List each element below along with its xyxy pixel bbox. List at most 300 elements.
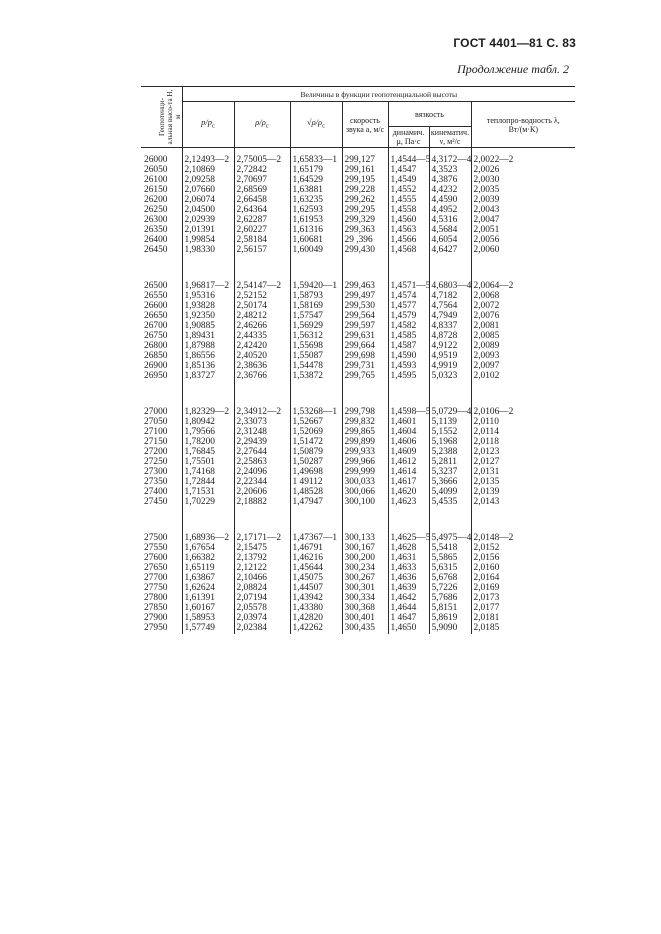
spacer-cell <box>388 508 429 528</box>
cell-value: 1,52667 <box>290 418 342 428</box>
cell-value: 2,0127 <box>471 458 575 468</box>
cell-value: 299,262 <box>342 196 388 206</box>
cell-value: 2,0035 <box>471 186 575 196</box>
cell-value: 5,2388 <box>429 448 471 458</box>
cell-value: 4,6803—4 <box>429 276 471 292</box>
cell-value: 1,4639 <box>388 584 429 594</box>
cell-value: 299,228 <box>342 186 388 196</box>
cell-value: 300,267 <box>342 574 388 584</box>
cell-value: 2,0131 <box>471 468 575 478</box>
cell-value: 299,564 <box>342 312 388 322</box>
cell-value: 2,17171—2 <box>234 528 290 544</box>
cell-value: 1,42262 <box>290 624 342 634</box>
spacer-cell <box>342 508 388 528</box>
cell-value: 4,9919 <box>429 362 471 372</box>
cell-value: 1,99854 <box>182 236 234 246</box>
cell-value: 2,34912—2 <box>234 402 290 418</box>
cell-value: 299,463 <box>342 276 388 292</box>
cell-value: 1,4577 <box>388 302 429 312</box>
cell-value: 5,7226 <box>429 584 471 594</box>
cell-value: 4,3876 <box>429 176 471 186</box>
cell-value: 2,72842 <box>234 166 290 176</box>
cell-value: 300,066 <box>342 488 388 498</box>
cell-value: 1,68936—2 <box>182 528 234 544</box>
cell-value: 1,4585 <box>388 332 429 342</box>
cell-value: 2,06074 <box>182 196 234 206</box>
cell-value: 2,0177 <box>471 604 575 614</box>
cell-value: 299,832 <box>342 418 388 428</box>
cell-value: 2,22344 <box>234 478 290 488</box>
cell-value: 2,0123 <box>471 448 575 458</box>
cell-height: 26350 <box>144 225 168 235</box>
cell-value: 299,731 <box>342 362 388 372</box>
cell-value: 2,40520 <box>234 352 290 362</box>
cell-value: 1,82329—2 <box>182 402 234 418</box>
cell-value: 2,29439 <box>234 438 290 448</box>
cell-value: 1,4631 <box>388 554 429 564</box>
cell-value: 2,48212 <box>234 312 290 322</box>
cell-value: 5,2811 <box>429 458 471 468</box>
header-density-ratio-label: ρ/ρ <box>255 117 266 128</box>
table-row <box>141 624 575 634</box>
table-continuation-label: Продолжение табл. 2 <box>457 62 569 76</box>
cell-value: 5,8619 <box>429 614 471 624</box>
cell-value: 1,50879 <box>290 448 342 458</box>
cell-height: 27550 <box>144 543 168 553</box>
cell-height: 26200 <box>144 195 168 205</box>
cell-value: 1,79566 <box>182 428 234 438</box>
cell-value: 1,51472 <box>290 438 342 448</box>
cell-value: 2,02384 <box>234 624 290 634</box>
header-group-title: Величины в функции геопотенциальной высоты <box>182 87 575 102</box>
cell-value: 1,4617 <box>388 478 429 488</box>
cell-value: 5,8151 <box>429 604 471 614</box>
cell-value: 1,4593 <box>388 362 429 372</box>
cell-value: 2,0169 <box>471 584 575 594</box>
spacer-cell <box>290 382 342 402</box>
cell-value: 1,4563 <box>388 226 429 236</box>
cell-value: 1,4604 <box>388 428 429 438</box>
cell-value: 2,0118 <box>471 438 575 448</box>
atmosphere-table <box>141 86 575 634</box>
cell-value: 4,4232 <box>429 186 471 196</box>
group-spacer <box>141 508 575 528</box>
cell-value: 5,5418 <box>429 544 471 554</box>
cell-value: 1,4571—5 <box>388 276 429 292</box>
cell-height: 26700 <box>144 321 168 331</box>
cell-value: 5,6315 <box>429 564 471 574</box>
cell-value: 299,497 <box>342 292 388 302</box>
cell-value: 1,83727 <box>182 372 234 382</box>
cell-value: 299,631 <box>342 332 388 342</box>
cell-value: 1,4544—5 <box>388 148 429 167</box>
spacer-cell <box>234 508 290 528</box>
cell-height: 26600 <box>144 301 168 311</box>
cell-height: 27150 <box>144 437 168 447</box>
cell-value: 5,4535 <box>429 498 471 508</box>
cell-value: 2,0139 <box>471 488 575 498</box>
cell-value: 2,44335 <box>234 332 290 342</box>
spacer-cell <box>141 508 182 528</box>
table-row <box>141 372 575 382</box>
cell-value: 4,7182 <box>429 292 471 302</box>
cell-height: 27500 <box>144 533 168 543</box>
spacer-cell <box>141 382 182 402</box>
cell-value: 2,15475 <box>234 544 290 554</box>
cell-value: 299,899 <box>342 438 388 448</box>
cell-value: 1,61316 <box>290 226 342 236</box>
cell-value: 1,47367—1 <box>290 528 342 544</box>
cell-value: 1,85136 <box>182 362 234 372</box>
cell-value: 2,0110 <box>471 418 575 428</box>
cell-value: 300,435 <box>342 624 388 634</box>
header-viscosity-group: вязкость <box>388 102 471 127</box>
table-row <box>141 402 575 418</box>
cell-value: 300,401 <box>342 614 388 624</box>
table-row <box>141 148 575 167</box>
header-sqrt-density-ratio-label: √ρ/ρ <box>306 117 323 128</box>
cell-value: 2,0152 <box>471 544 575 554</box>
cell-value: 1,56312 <box>290 332 342 342</box>
cell-value: 1,4609 <box>388 448 429 458</box>
spacer-cell <box>429 256 471 276</box>
cell-value: 1,4601 <box>388 418 429 428</box>
cell-value: 2,70697 <box>234 176 290 186</box>
cell-value: 2,0026 <box>471 166 575 176</box>
spacer-cell <box>471 508 575 528</box>
cell-value: 1,61391 <box>182 594 234 604</box>
cell-value: 1,42820 <box>290 614 342 624</box>
cell-value: 2,50174 <box>234 302 290 312</box>
group-spacer <box>141 382 575 402</box>
cell-value: 2,07660 <box>182 186 234 196</box>
cell-height: 27650 <box>144 563 168 573</box>
cell-value: 1,4587 <box>388 342 429 352</box>
cell-value: 5,6768 <box>429 574 471 584</box>
cell-value: 1,63867 <box>182 574 234 584</box>
cell-value: 1,95316 <box>182 292 234 302</box>
cell-value: 2,0173 <box>471 594 575 604</box>
cell-value: 1,61953 <box>290 216 342 226</box>
cell-value: 1 4647 <box>388 614 429 624</box>
cell-height: 27900 <box>144 613 168 623</box>
cell-value: 1,71531 <box>182 488 234 498</box>
cell-height: 26450 <box>144 245 168 255</box>
cell-value: 299,933 <box>342 448 388 458</box>
cell-height: 27750 <box>144 583 168 593</box>
table-row <box>141 276 575 292</box>
cell-value: 1,90885 <box>182 322 234 332</box>
cell-value: 1,53872 <box>290 372 342 382</box>
cell-value: 1,4595 <box>388 372 429 382</box>
cell-value: 1,4614 <box>388 468 429 478</box>
cell-value: 1,98330 <box>182 246 234 256</box>
cell-value: 5,9090 <box>429 624 471 634</box>
cell-value: 1,45644 <box>290 564 342 574</box>
cell-value: 2,04500 <box>182 206 234 216</box>
cell-value: 2,0056 <box>471 236 575 246</box>
spacer-cell <box>471 256 575 276</box>
cell-value: 1,47947 <box>290 498 342 508</box>
cell-value: 2,52152 <box>234 292 290 302</box>
cell-value: 2,09258 <box>182 176 234 186</box>
cell-height: 26100 <box>144 175 168 185</box>
cell-value: 1,65179 <box>290 166 342 176</box>
spacer-cell <box>429 508 471 528</box>
cell-value: 299,295 <box>342 206 388 216</box>
cell-value: 1,63881 <box>290 186 342 196</box>
cell-height: 26850 <box>144 351 168 361</box>
cell-value: 1,56929 <box>290 322 342 332</box>
cell-value: 4,5684 <box>429 226 471 236</box>
cell-value: 1,62624 <box>182 584 234 594</box>
cell-value: 2,12122 <box>234 564 290 574</box>
cell-value: 1,4547 <box>388 166 429 176</box>
header-density-ratio-sub: c <box>265 122 269 130</box>
cell-value: 29 ,396 <box>342 236 388 246</box>
cell-value: 1,93828 <box>182 302 234 312</box>
cell-height: 26300 <box>144 215 168 225</box>
header-kinematic-viscosity: кинематич. ν, м²/с <box>430 128 470 146</box>
cell-value: 2,0093 <box>471 352 575 362</box>
cell-value: 1,78200 <box>182 438 234 448</box>
cell-value: 1,72844 <box>182 478 234 488</box>
cell-value: 4,7949 <box>429 312 471 322</box>
cell-height: 27250 <box>144 457 168 467</box>
cell-height: 26500 <box>144 281 168 291</box>
cell-value: 2,0089 <box>471 342 575 352</box>
page-header: ГОСТ 4401—81 С. 83 <box>453 36 576 50</box>
cell-value: 2,0097 <box>471 362 575 372</box>
cell-value: 2,0022—2 <box>471 148 575 167</box>
cell-value: 5,7686 <box>429 594 471 604</box>
cell-value: 4,9122 <box>429 342 471 352</box>
cell-value: 1,65119 <box>182 564 234 574</box>
table-body <box>141 148 575 635</box>
cell-height: 26900 <box>144 361 168 371</box>
cell-height: 27800 <box>144 593 168 603</box>
cell-value: 1,59420—1 <box>290 276 342 292</box>
cell-value: 2,31248 <box>234 428 290 438</box>
spacer-cell <box>471 382 575 402</box>
cell-value: 5,1139 <box>429 418 471 428</box>
group-spacer <box>141 256 575 276</box>
cell-value: 1,44507 <box>290 584 342 594</box>
header-geopotential-height <box>141 87 182 148</box>
cell-height: 27300 <box>144 467 168 477</box>
spacer-cell <box>141 256 182 276</box>
cell-value: 2,20606 <box>234 488 290 498</box>
cell-value: 1,46216 <box>290 554 342 564</box>
cell-height: 27450 <box>144 497 168 507</box>
spacer-cell <box>342 256 388 276</box>
cell-value: 1,62593 <box>290 206 342 216</box>
spacer-cell <box>388 382 429 402</box>
cell-value: 2,0185 <box>471 624 575 634</box>
cell-height: 27350 <box>144 477 168 487</box>
cell-value: 1,4644 <box>388 604 429 614</box>
cell-value: 299,597 <box>342 322 388 332</box>
cell-value: 299,127 <box>342 148 388 167</box>
cell-value: 1,4555 <box>388 196 429 206</box>
header-pressure-ratio <box>182 102 234 148</box>
header-density-ratio <box>234 102 290 148</box>
cell-value: 5,3237 <box>429 468 471 478</box>
cell-value: 1,50287 <box>290 458 342 468</box>
cell-value: 2,02939 <box>182 216 234 226</box>
spacer-cell <box>182 256 234 276</box>
cell-value: 4,3523 <box>429 166 471 176</box>
cell-value: 1,86556 <box>182 352 234 362</box>
cell-value: 1,60167 <box>182 604 234 614</box>
cell-value: 4,4590 <box>429 196 471 206</box>
cell-value: 2,24096 <box>234 468 290 478</box>
cell-height: 26550 <box>144 291 168 301</box>
cell-value: 2,03974 <box>234 614 290 624</box>
cell-value: 2,64364 <box>234 206 290 216</box>
cell-value: 1,52069 <box>290 428 342 438</box>
cell-value: 1,89431 <box>182 332 234 342</box>
cell-value: 2,05578 <box>234 604 290 614</box>
cell-value: 300,368 <box>342 604 388 614</box>
cell-height: 27850 <box>144 603 168 613</box>
spacer-cell <box>290 256 342 276</box>
header-dynamic-viscosity: динамич. μ, Па·с <box>388 127 429 148</box>
cell-value: 2,10869 <box>182 166 234 176</box>
cell-value: 4,5316 <box>429 216 471 226</box>
cell-value: 1,67654 <box>182 544 234 554</box>
cell-value: 299,798 <box>342 402 388 418</box>
cell-height: 27600 <box>144 553 168 563</box>
cell-value: 299,966 <box>342 458 388 468</box>
cell-value: 1,4650 <box>388 624 429 634</box>
spacer-cell <box>290 508 342 528</box>
cell-value: 1,4549 <box>388 176 429 186</box>
cell-height: 26800 <box>144 341 168 351</box>
header-pressure-ratio-label: p/p <box>201 117 212 128</box>
cell-value: 4,8337 <box>429 322 471 332</box>
cell-height: 26050 <box>144 165 168 175</box>
spacer-cell <box>182 508 234 528</box>
cell-value: 5,1968 <box>429 438 471 448</box>
cell-value: 1,60681 <box>290 236 342 246</box>
cell-value: 1,58793 <box>290 292 342 302</box>
cell-value: 4,7564 <box>429 302 471 312</box>
cell-value: 2,56157 <box>234 246 290 256</box>
cell-value: 2,13792 <box>234 554 290 564</box>
cell-value: 1,70229 <box>182 498 234 508</box>
cell-value: 1,4558 <box>388 206 429 216</box>
cell-value: 2,62287 <box>234 216 290 226</box>
cell-value: 1,87988 <box>182 342 234 352</box>
cell-value: 2,25863 <box>234 458 290 468</box>
cell-value: 299,999 <box>342 468 388 478</box>
cell-value: 1,74168 <box>182 468 234 478</box>
cell-value: 1 49112 <box>290 478 342 488</box>
cell-value: 4,6054 <box>429 236 471 246</box>
cell-value: 299,329 <box>342 216 388 226</box>
cell-value: 300,133 <box>342 528 388 544</box>
cell-value: 2,0114 <box>471 428 575 438</box>
cell-height: 27050 <box>144 417 168 427</box>
cell-value: 1,57547 <box>290 312 342 322</box>
cell-value: 2,68569 <box>234 186 290 196</box>
cell-value: 1,45075 <box>290 574 342 584</box>
cell-value: 2,0085 <box>471 332 575 342</box>
cell-value: 2,36766 <box>234 372 290 382</box>
cell-height: 26400 <box>144 235 168 245</box>
cell-height: 27100 <box>144 427 168 437</box>
cell-value: 1,55698 <box>290 342 342 352</box>
cell-value: 4,8728 <box>429 332 471 342</box>
cell-value: 1,4582 <box>388 322 429 332</box>
cell-height: 26000 <box>144 155 168 165</box>
cell-value: 299,865 <box>342 428 388 438</box>
cell-value: 1,4568 <box>388 246 429 256</box>
cell-value: 299,698 <box>342 352 388 362</box>
cell-value: 2,0102 <box>471 372 575 382</box>
cell-value: 4,4952 <box>429 206 471 216</box>
cell-value: 2,0148—2 <box>471 528 575 544</box>
cell-value: 2,07194 <box>234 594 290 604</box>
cell-value: 2,0106—2 <box>471 402 575 418</box>
cell-value: 1,4579 <box>388 312 429 322</box>
cell-value: 2,18882 <box>234 498 290 508</box>
cell-value: 5,0323 <box>429 372 471 382</box>
cell-value: 5,4975—4 <box>429 528 471 544</box>
cell-value: 300,167 <box>342 544 388 554</box>
cell-value: 300,334 <box>342 594 388 604</box>
cell-value: 1,4633 <box>388 564 429 574</box>
cell-value: 5,1552 <box>429 428 471 438</box>
spacer-cell <box>342 382 388 402</box>
cell-value: 2,54147—2 <box>234 276 290 292</box>
cell-value: 1,66382 <box>182 554 234 564</box>
cell-value: 2,66458 <box>234 196 290 206</box>
cell-value: 1,48528 <box>290 488 342 498</box>
cell-value: 1,4590 <box>388 352 429 362</box>
table-row <box>141 246 575 256</box>
cell-height: 26750 <box>144 331 168 341</box>
cell-value: 2,0081 <box>471 322 575 332</box>
cell-height: 27700 <box>144 573 168 583</box>
cell-height: 27950 <box>144 623 168 633</box>
cell-value: 299,664 <box>342 342 388 352</box>
cell-value: 1,60049 <box>290 246 342 256</box>
cell-value: 2,0135 <box>471 478 575 488</box>
cell-value: 299,765 <box>342 372 388 382</box>
cell-value: 1,54478 <box>290 362 342 372</box>
cell-value: 1,43380 <box>290 604 342 614</box>
cell-value: 5,5865 <box>429 554 471 564</box>
cell-value: 1,80942 <box>182 418 234 428</box>
cell-value: 1,76845 <box>182 448 234 458</box>
header-sqrt-density-ratio <box>290 102 342 148</box>
cell-value: 5,3666 <box>429 478 471 488</box>
spacer-cell <box>388 256 429 276</box>
cell-value: 2,12493—2 <box>182 148 234 167</box>
cell-value: 2,0068 <box>471 292 575 302</box>
cell-value: 2,42420 <box>234 342 290 352</box>
cell-value: 1,58169 <box>290 302 342 312</box>
cell-value: 2,0051 <box>471 226 575 236</box>
cell-value: 1,75501 <box>182 458 234 468</box>
cell-value: 1,64529 <box>290 176 342 186</box>
cell-value: 1,4566 <box>388 236 429 246</box>
cell-value: 2,46266 <box>234 322 290 332</box>
cell-value: 1,4623 <box>388 498 429 508</box>
cell-height: 27400 <box>144 487 168 497</box>
